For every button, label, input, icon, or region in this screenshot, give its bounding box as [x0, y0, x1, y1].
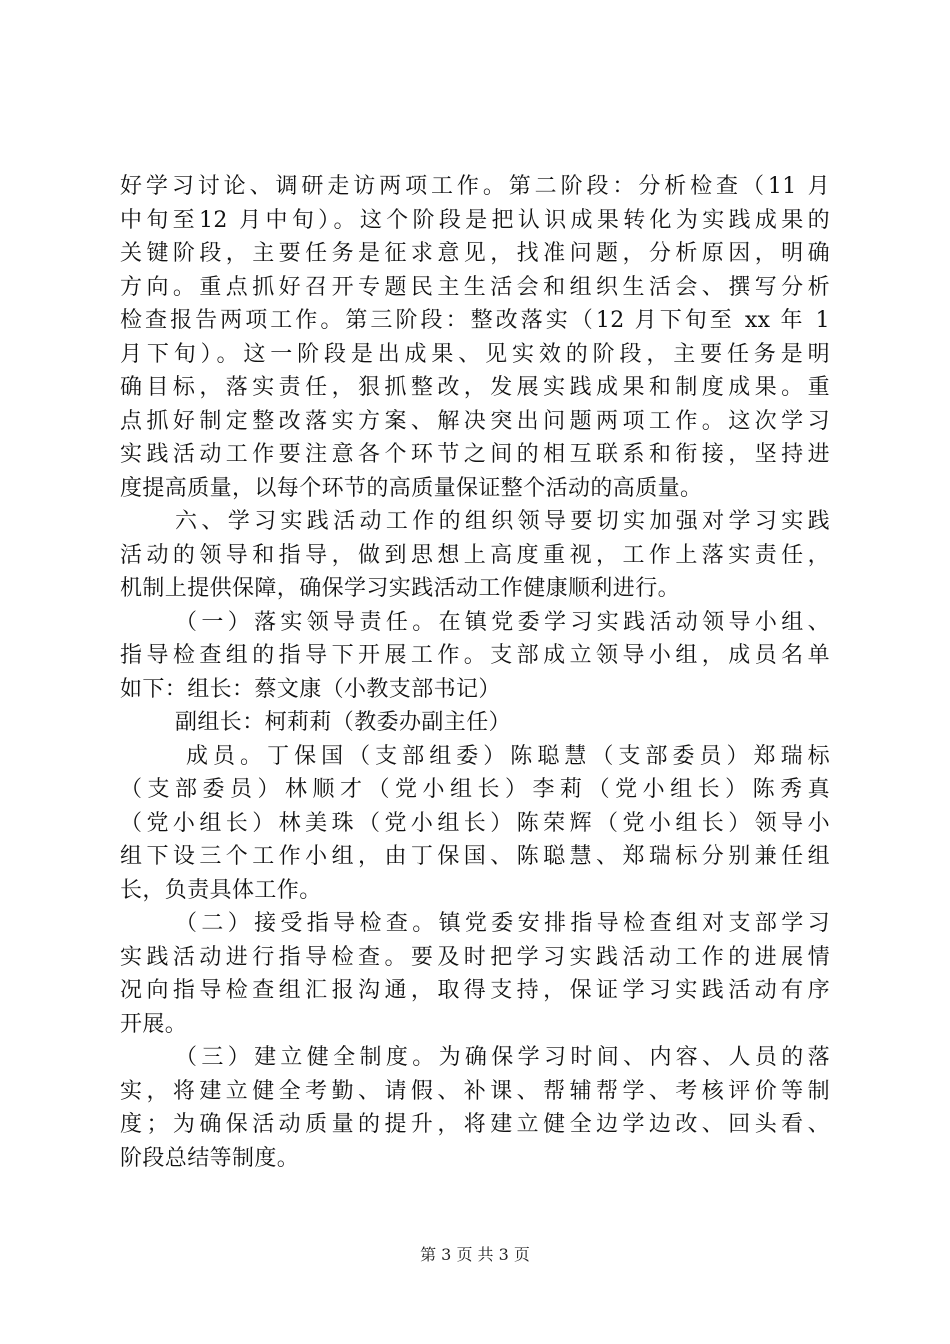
- text-line: 实，将建立健全考勤、请假、补课、帮辅帮学、考核评价等制: [120, 1078, 830, 1104]
- text-line: （支部委员）林顺才（党小组长）李莉（党小组长）陈秀真: [120, 777, 830, 802]
- text-line: 长，负责具体工作。: [120, 877, 322, 903]
- text-line: （党小组长）林美珠（党小组长）陈荣辉（党小组长）领导小: [120, 810, 830, 836]
- text-line: 度；为确保活动质量的提升，将建立健全边学边改、回头看、: [120, 1112, 830, 1137]
- text-line: 实践活动工作要注意各个环节之间的相互联系和衔接，坚持进: [120, 442, 830, 467]
- document-body: [120, 170, 830, 1175]
- text-line: 活动的领导和指导，做到思想上高度重视，工作上落实责任，: [120, 542, 830, 568]
- page-number-footer: 第 3 页 共 3 页: [420, 1245, 530, 1264]
- text-line: 机制上提供保障，确保学习实践活动工作健康顺利进行。: [120, 576, 681, 601]
- text-line: （三）建立健全制度。为确保学习时间、内容、人员的落: [175, 1045, 830, 1070]
- text-line: 好学习讨论、调研走访两项工作。第二阶段：分析检查（11 月: [120, 174, 830, 199]
- text-line: 月下旬）。这一阶段是出成果、见实效的阶段，主要任务是明: [120, 341, 830, 367]
- text-line: （二）接受指导检查。镇党委安排指导检查组对支部学习: [175, 911, 830, 936]
- text-line: 方向。重点抓好召开专题民主生活会和组织生活会、撰写分析: [120, 274, 830, 300]
- text-line: 指导检查组的指导下开展工作。支部成立领导小组，成员名单: [120, 643, 830, 668]
- text-line: 组下设三个工作小组，由丁保国、陈聪慧、郑瑞标分别兼任组: [120, 844, 830, 869]
- text-line: 况向指导检查组汇报沟通，取得支持，保证学习实践活动有序: [120, 978, 830, 1003]
- text-line: 阶段总结等制度。: [120, 1145, 300, 1171]
- text-line: 中旬至12 月中旬）。这个阶段是把认识成果转化为实践成果的: [120, 207, 830, 233]
- text-line: 点抓好制定整改落实方案、解决突出问题两项工作。这次学习: [120, 408, 830, 434]
- text-line: 六、学习实践活动工作的组织领导要切实加强对学习实践: [175, 509, 830, 534]
- text-line: 确目标，落实责任，狠抓整改，发展实践成果和制度成果。重: [120, 375, 830, 400]
- text-line: 度提高质量，以每个环节的高质量保证整个活动的高质量。: [120, 475, 703, 501]
- text-line: 关键阶段，主要任务是征求意见，找准问题，分析原因，明确: [120, 241, 830, 266]
- text-line: 副组长：柯莉莉（教委办副主任）: [175, 710, 512, 735]
- text-line: 成员。丁保国（支部组委）陈聪慧（支部委员）郑瑞标: [186, 743, 830, 769]
- text-line: 检查报告两项工作。第三阶段：整改落实（12 月下旬至 xx 年 1: [120, 308, 830, 333]
- text-line: 实践活动进行指导检查。要及时把学习实践活动工作的进展情: [120, 944, 830, 970]
- text-line: 开展。: [120, 1011, 188, 1037]
- text-line: 如下：组长：蔡文康（小教支部书记）: [120, 676, 501, 702]
- text-line: （一）落实领导责任。在镇党委学习实践活动领导小组、: [175, 609, 830, 635]
